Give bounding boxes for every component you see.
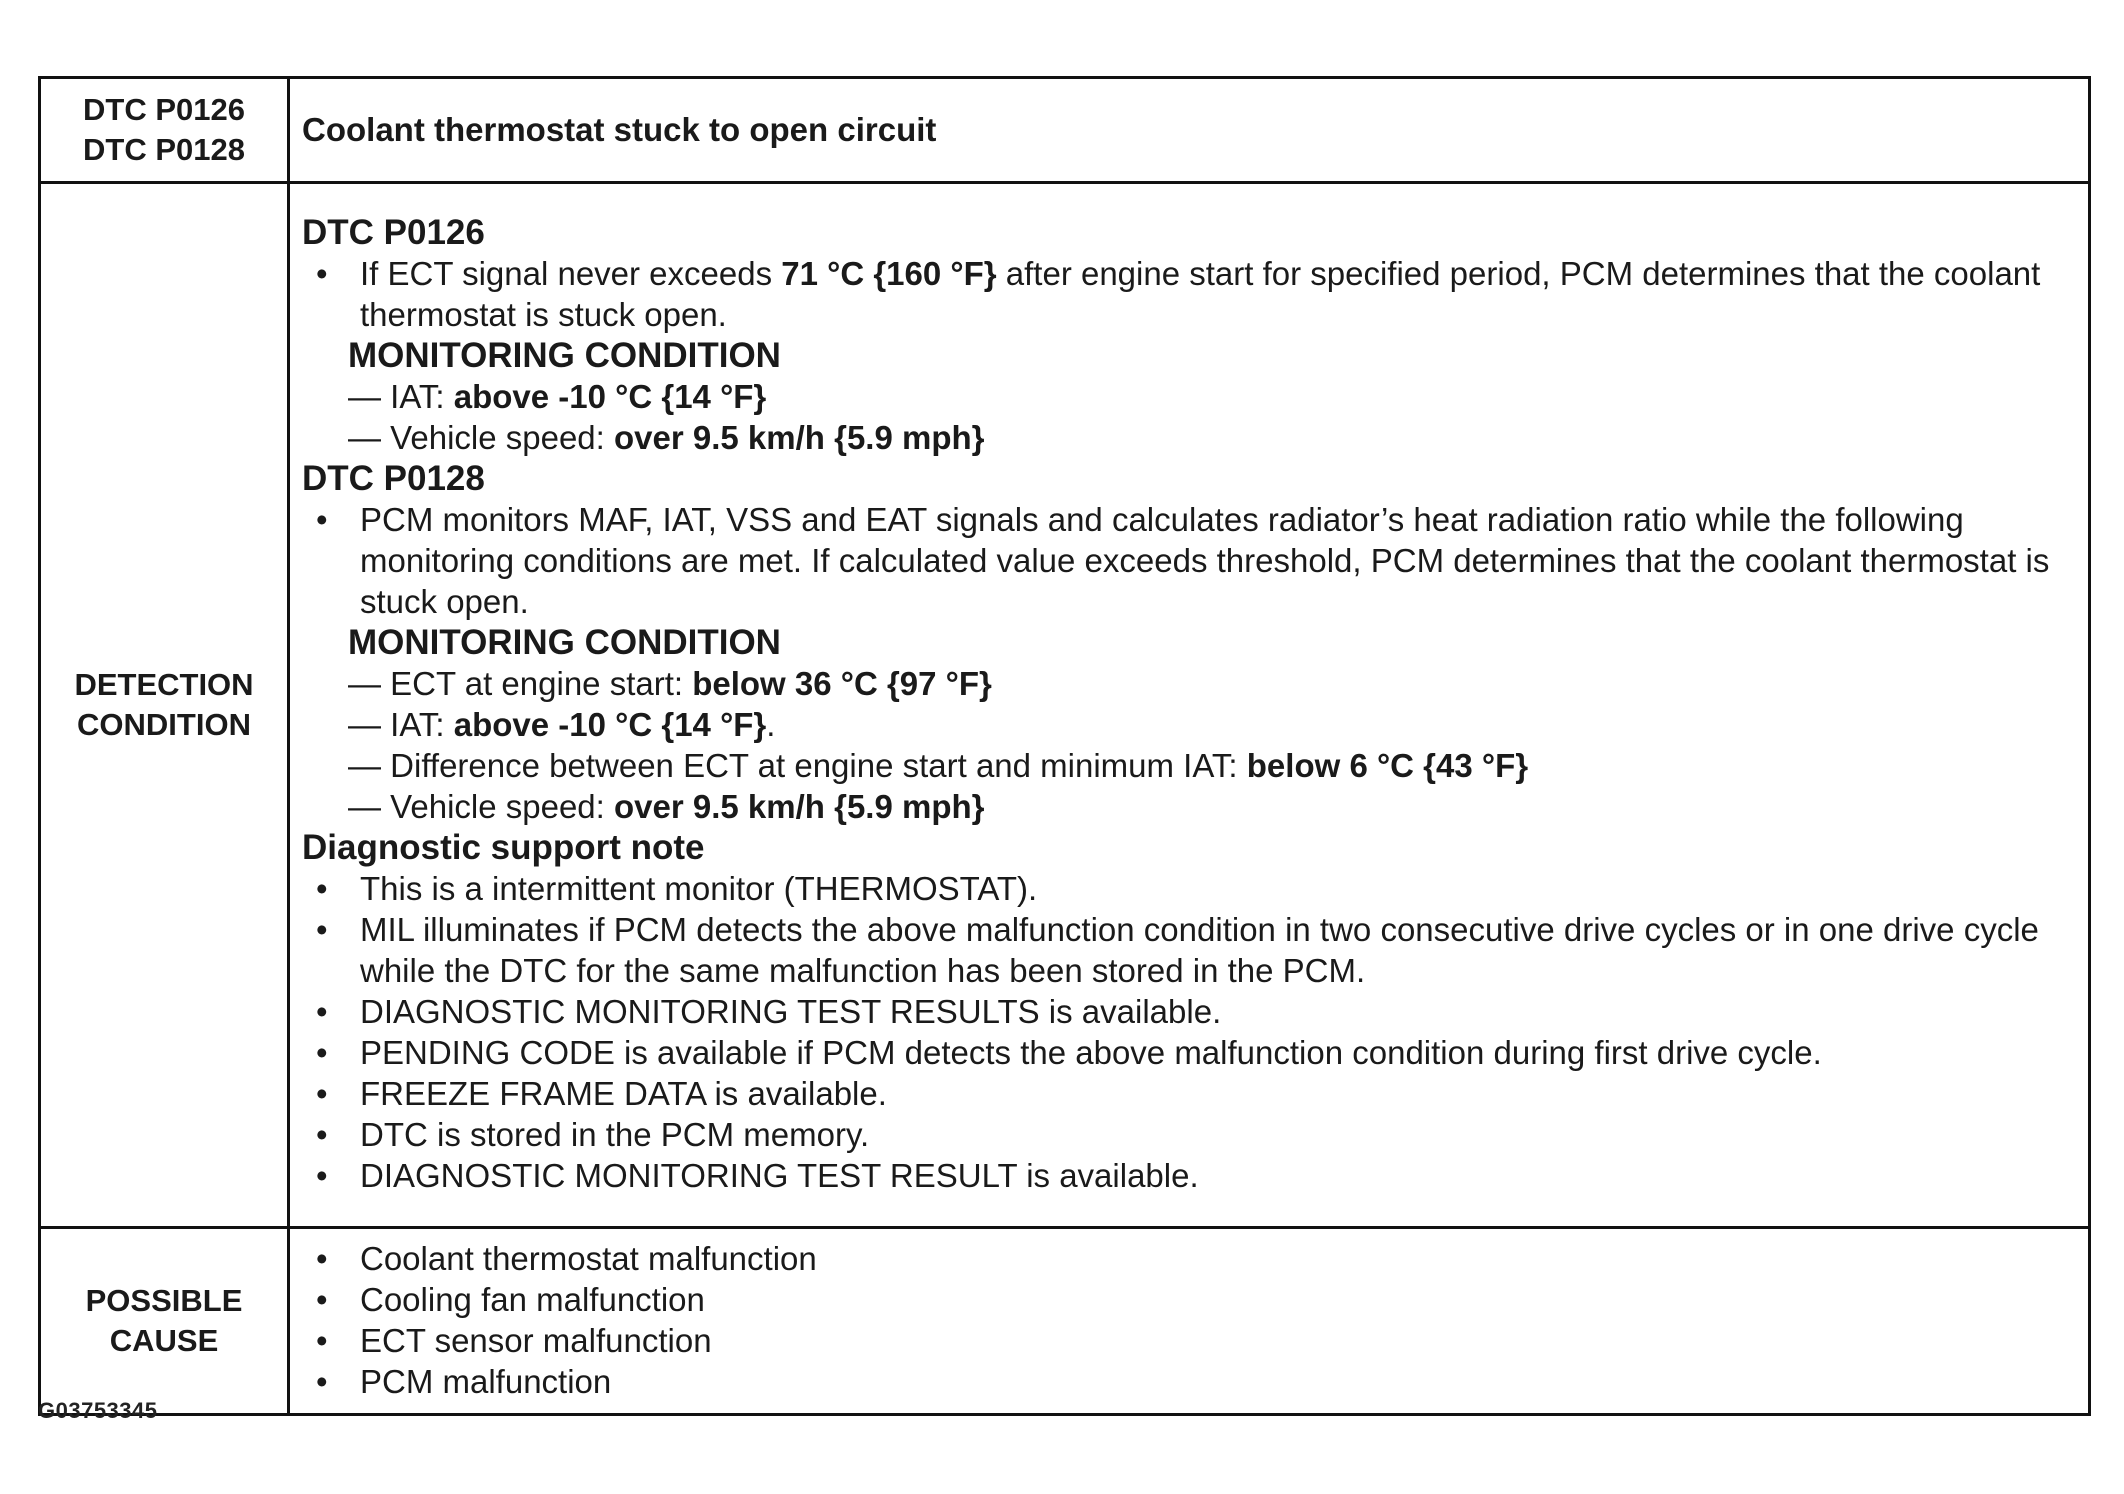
p0126-condition-iat: — IAT: above -10 °C {14 °F} bbox=[348, 378, 767, 415]
p0128-conditions bbox=[302, 663, 2074, 827]
p0128-condition-ect: — ECT at engine start: below 36 °C {97 °F} bbox=[348, 665, 992, 702]
possible-cause-content bbox=[289, 1228, 2090, 1415]
support-note-item: • FREEZE FRAME DATA is available. bbox=[302, 1073, 2074, 1114]
p0128-condition-speed: — Vehicle speed: over 9.5 km/h {5.9 mph} bbox=[348, 788, 985, 825]
p0126-condition-speed: — Vehicle speed: over 9.5 km/h {5.9 mph} bbox=[348, 419, 985, 456]
p0126-title: DTC P0126 bbox=[302, 213, 485, 252]
p0126-monitoring-title: MONITORING CONDITION bbox=[348, 336, 781, 375]
support-note-item: • DIAGNOSTIC MONITORING TEST RESULTS is available. bbox=[302, 991, 2074, 1032]
p0128-condition-iat: — IAT: above -10 °C {14 °F}. bbox=[348, 706, 776, 743]
detection-label-line1: DETECTION bbox=[74, 667, 254, 702]
dtc-codes-cell bbox=[40, 78, 289, 183]
dtc-code-p0126: DTC P0126 bbox=[83, 92, 245, 127]
header-row bbox=[40, 78, 2090, 183]
possible-cause-label-line2: CAUSE bbox=[109, 1323, 219, 1358]
possible-cause-item: • PCM malfunction bbox=[302, 1361, 2074, 1402]
support-note-item: • MIL illuminates if PCM detects the above malfunction condition in two consecutive drive cycles or in one drive cycle while the DTC for the same malfunction has been stored in the PCM. bbox=[302, 909, 2074, 991]
p0128-condition-difference: — Difference between ECT at engine start and minimum IAT: below 6 °C {43 °F} bbox=[348, 747, 1529, 784]
figure-id: G03753345 bbox=[38, 1398, 158, 1423]
support-note-item: • DTC is stored in the PCM memory. bbox=[302, 1114, 2074, 1155]
dtc-code-p0128: DTC P0128 bbox=[83, 132, 245, 167]
p0126-bullet: • If ECT signal never exceeds 71 °C {160 °F} after engine start for specified period, PCM determines that the coolant thermostat is stuck open. bbox=[302, 253, 2074, 335]
p0128-title: DTC P0128 bbox=[302, 459, 485, 498]
support-note-title: Diagnostic support note bbox=[302, 828, 705, 867]
possible-cause-item: • ECT sensor malfunction bbox=[302, 1320, 2074, 1361]
detection-label-line2: CONDITION bbox=[77, 707, 251, 742]
detection-label-cell bbox=[40, 183, 289, 1228]
possible-cause-list bbox=[302, 1238, 2074, 1402]
possible-cause-item: • Cooling fan malfunction bbox=[302, 1279, 2074, 1320]
dtc-title: Coolant thermostat stuck to open circuit bbox=[289, 78, 2090, 183]
p0126-conditions bbox=[302, 376, 2074, 458]
support-note-item: • DIAGNOSTIC MONITORING TEST RESULT is available. bbox=[302, 1155, 2074, 1196]
support-note-list bbox=[302, 868, 2074, 1196]
p0128-bullets bbox=[302, 499, 2074, 622]
detection-row bbox=[40, 183, 2090, 1228]
possible-cause-label-line1: POSSIBLE bbox=[85, 1283, 243, 1318]
p0128-monitoring-title: MONITORING CONDITION bbox=[348, 623, 781, 662]
detection-content bbox=[289, 183, 2090, 1228]
possible-cause-item: • Coolant thermostat malfunction bbox=[302, 1238, 2074, 1279]
p0126-bullets bbox=[302, 253, 2074, 335]
support-note-item: • PENDING CODE is available if PCM detects the above malfunction condition during first drive cycle. bbox=[302, 1032, 2074, 1073]
possible-cause-row bbox=[40, 1228, 2090, 1415]
possible-cause-label-cell bbox=[40, 1228, 289, 1415]
p0128-bullet: • PCM monitors MAF, IAT, VSS and EAT signals and calculates radiator’s heat radiation ratio while the following monitoring conditions are met. If calculated value exceeds threshold, PCM determines that the coolant thermostat is stuck open. bbox=[302, 499, 2074, 622]
dtc-table bbox=[38, 76, 2091, 1416]
support-note-item: • This is a intermittent monitor (THERMOSTAT). bbox=[302, 868, 2074, 909]
